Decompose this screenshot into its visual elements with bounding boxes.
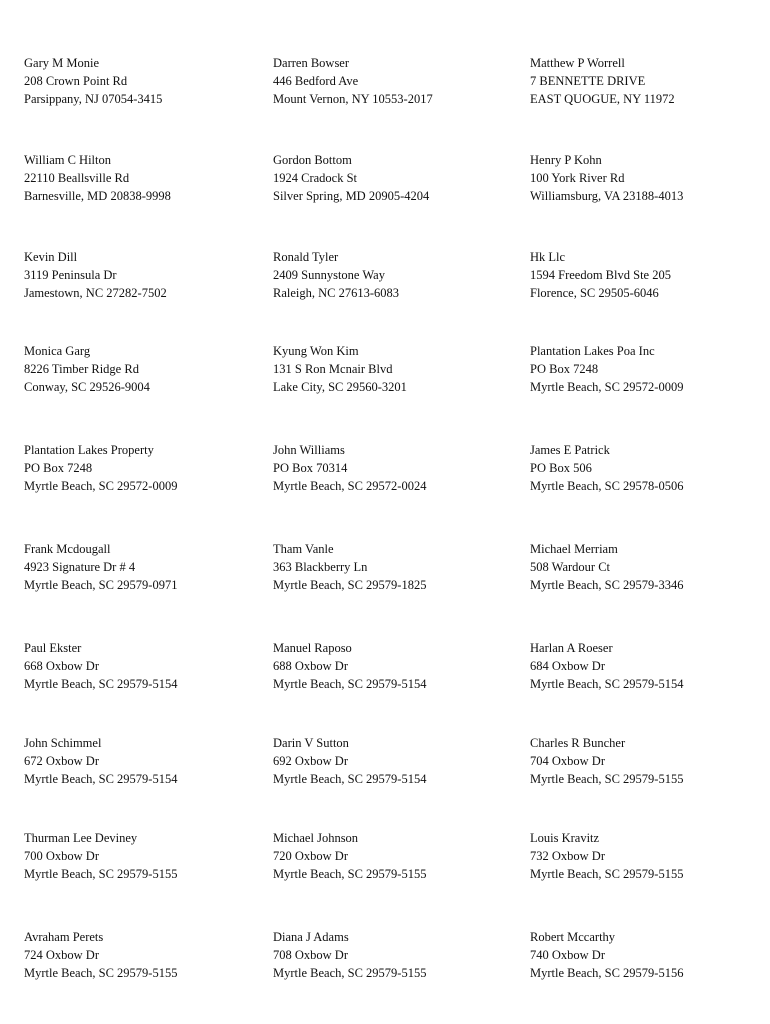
- street-address: PO Box 506: [530, 461, 592, 475]
- address-label: [24, 829, 264, 883]
- street-address: 131 S Ron Mcnair Blvd: [273, 362, 393, 376]
- city-state-zip: Lake City, SC 29560-3201: [273, 380, 407, 394]
- street-address: 22110 Beallsville Rd: [24, 171, 130, 185]
- street-address: 720 Oxbow Dr: [273, 849, 348, 863]
- address-label: [530, 54, 770, 108]
- city-state-zip: Myrtle Beach, SC 29572-0024: [273, 479, 427, 493]
- recipient-name: Charles R Buncher: [530, 736, 626, 750]
- recipient-name: Plantation Lakes Property: [24, 443, 154, 457]
- recipient-name: Monica Garg: [24, 344, 91, 358]
- recipient-name: Michael Merriam: [530, 542, 618, 556]
- street-address: 7 BENNETTE DRIVE: [530, 74, 646, 88]
- city-state-zip: Myrtle Beach, SC 29579-1825: [273, 578, 427, 592]
- street-address: PO Box 70314: [273, 461, 348, 475]
- address-label: [273, 151, 513, 205]
- address-label: [273, 441, 513, 495]
- recipient-name: John Williams: [273, 443, 345, 457]
- recipient-name: Henry P Kohn: [530, 153, 602, 167]
- street-address: 508 Wardour Ct: [530, 560, 611, 574]
- city-state-zip: Myrtle Beach, SC 29579-5154: [24, 772, 178, 786]
- address-label: [24, 540, 264, 594]
- address-label: [273, 248, 513, 302]
- city-state-zip: Myrtle Beach, SC 29572-0009: [530, 380, 684, 394]
- street-address: 100 York River Rd: [530, 171, 625, 185]
- street-address: 724 Oxbow Dr: [24, 948, 99, 962]
- address-label: [273, 639, 513, 693]
- street-address: 2409 Sunnystone Way: [273, 268, 385, 282]
- address-label: [530, 151, 770, 205]
- street-address: 363 Blackberry Ln: [273, 560, 368, 574]
- recipient-name: William C Hilton: [24, 153, 111, 167]
- recipient-name: Kevin Dill: [24, 250, 78, 264]
- street-address: 1924 Cradock St: [273, 171, 358, 185]
- recipient-name: Robert Mccarthy: [530, 930, 616, 944]
- city-state-zip: Mount Vernon, NY 10553-2017: [273, 92, 433, 106]
- address-label: [24, 54, 264, 108]
- city-state-zip: Raleigh, NC 27613-6083: [273, 286, 400, 300]
- street-address: 8226 Timber Ridge Rd: [24, 362, 139, 376]
- address-label: [24, 734, 264, 788]
- city-state-zip: Jamestown, NC 27282-7502: [24, 286, 167, 300]
- recipient-name: Darin V Sutton: [273, 736, 349, 750]
- address-label: [273, 540, 513, 594]
- city-state-zip: Myrtle Beach, SC 29579-3346: [530, 578, 684, 592]
- recipient-name: Ronald Tyler: [273, 250, 339, 264]
- recipient-name: Plantation Lakes Poa Inc: [530, 344, 655, 358]
- address-label: [530, 734, 770, 788]
- street-address: 3119 Peninsula Dr: [24, 268, 117, 282]
- address-label: [273, 928, 513, 982]
- recipient-name: Louis Kravitz: [530, 831, 600, 845]
- address-label: [273, 342, 513, 396]
- recipient-name: Gary M Monie: [24, 56, 99, 70]
- street-address: 4923 Signature Dr # 4: [24, 560, 136, 574]
- street-address: 708 Oxbow Dr: [273, 948, 348, 962]
- address-label: [273, 734, 513, 788]
- street-address: 668 Oxbow Dr: [24, 659, 99, 673]
- city-state-zip: Myrtle Beach, SC 29579-5155: [530, 867, 684, 881]
- address-label: [24, 151, 264, 205]
- address-label: [24, 441, 264, 495]
- recipient-name: Michael Johnson: [273, 831, 359, 845]
- recipient-name: Harlan A Roeser: [530, 641, 613, 655]
- city-state-zip: Silver Spring, MD 20905-4204: [273, 189, 430, 203]
- address-label: [24, 928, 264, 982]
- city-state-zip: Myrtle Beach, SC 29579-5155: [530, 772, 684, 786]
- street-address: 688 Oxbow Dr: [273, 659, 348, 673]
- street-address: 692 Oxbow Dr: [273, 754, 348, 768]
- city-state-zip: Myrtle Beach, SC 29579-5156: [530, 966, 684, 980]
- street-address: 1594 Freedom Blvd Ste 205: [530, 268, 671, 282]
- address-label: [530, 248, 770, 302]
- city-state-zip: Parsippany, NJ 07054-3415: [24, 92, 163, 106]
- city-state-zip: Myrtle Beach, SC 29579-5154: [530, 677, 684, 691]
- recipient-name: Avraham Perets: [24, 930, 104, 944]
- street-address: PO Box 7248: [530, 362, 599, 376]
- street-address: 684 Oxbow Dr: [530, 659, 605, 673]
- address-label: [273, 829, 513, 883]
- street-address: PO Box 7248: [24, 461, 93, 475]
- recipient-name: Kyung Won Kim: [273, 344, 359, 358]
- street-address: 732 Oxbow Dr: [530, 849, 605, 863]
- city-state-zip: Myrtle Beach, SC 29578-0506: [530, 479, 684, 493]
- address-label: [530, 928, 770, 982]
- street-address: 672 Oxbow Dr: [24, 754, 99, 768]
- recipient-name: Gordon Bottom: [273, 153, 352, 167]
- city-state-zip: Barnesville, MD 20838-9998: [24, 189, 171, 203]
- city-state-zip: EAST QUOGUE, NY 11972: [530, 92, 675, 106]
- address-label: [273, 54, 513, 108]
- recipient-name: Diana J Adams: [273, 930, 349, 944]
- recipient-name: Tham Vanle: [273, 542, 334, 556]
- address-label: [530, 829, 770, 883]
- recipient-name: James E Patrick: [530, 443, 610, 457]
- city-state-zip: Myrtle Beach, SC 29579-5155: [273, 867, 427, 881]
- recipient-name: Darren Bowser: [273, 56, 350, 70]
- street-address: 700 Oxbow Dr: [24, 849, 99, 863]
- city-state-zip: Myrtle Beach, SC 29579-5155: [24, 966, 178, 980]
- recipient-name: John Schimmel: [24, 736, 102, 750]
- city-state-zip: Conway, SC 29526-9004: [24, 380, 150, 394]
- city-state-zip: Myrtle Beach, SC 29579-0971: [24, 578, 178, 592]
- street-address: 740 Oxbow Dr: [530, 948, 605, 962]
- recipient-name: Manuel Raposo: [273, 641, 352, 655]
- city-state-zip: Florence, SC 29505-6046: [530, 286, 659, 300]
- street-address: 704 Oxbow Dr: [530, 754, 605, 768]
- address-label: [530, 342, 770, 396]
- city-state-zip: Myrtle Beach, SC 29579-5155: [273, 966, 427, 980]
- city-state-zip: Myrtle Beach, SC 29572-0009: [24, 479, 178, 493]
- recipient-name: Matthew P Worrell: [530, 56, 625, 70]
- recipient-name: Hk Llc: [530, 250, 566, 264]
- address-label: [530, 441, 770, 495]
- city-state-zip: Myrtle Beach, SC 29579-5154: [273, 772, 427, 786]
- city-state-zip: Myrtle Beach, SC 29579-5154: [273, 677, 427, 691]
- recipient-name: Thurman Lee Deviney: [24, 831, 138, 845]
- recipient-name: Paul Ekster: [24, 641, 82, 655]
- city-state-zip: Williamsburg, VA 23188-4013: [530, 189, 684, 203]
- city-state-zip: Myrtle Beach, SC 29579-5155: [24, 867, 178, 881]
- street-address: 446 Bedford Ave: [273, 74, 359, 88]
- address-label: [24, 248, 264, 302]
- city-state-zip: Myrtle Beach, SC 29579-5154: [24, 677, 178, 691]
- address-label: [530, 639, 770, 693]
- street-address: 208 Crown Point Rd: [24, 74, 128, 88]
- recipient-name: Frank Mcdougall: [24, 542, 111, 556]
- address-label: [24, 342, 264, 396]
- address-label: [24, 639, 264, 693]
- address-label: [530, 540, 770, 594]
